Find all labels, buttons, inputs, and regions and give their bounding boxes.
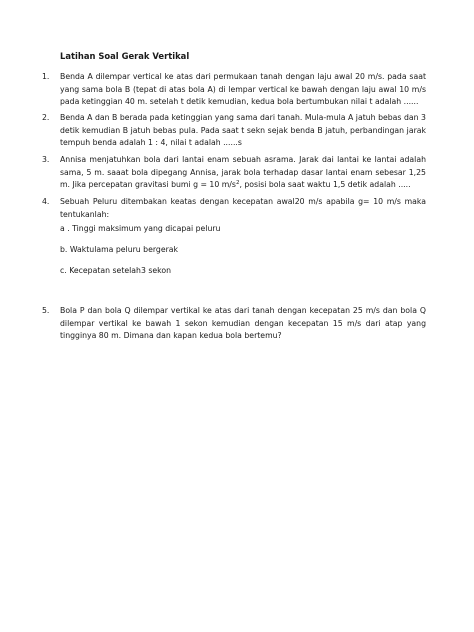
question-text: Benda A dilempar vertical ke atas dari permukaan tanah dengan laju awal 20 m/s. pada saat yang sama bola B (tepat di atas bola A) di lempar vertical ke bawah dengan laju awal 10 m/s pada ketinggian 40 m. setelah t detik kemudian, kedua bola bertumbukan nilai t adalah ...... <box>60 72 426 106</box>
question-5 <box>36 305 426 343</box>
question-text: Bola P dan bola Q dilempar vertikal ke atas dari tanah dengan kecepatan 25 m/s dan bola Q dilempar vertikal ke bawah 1 sekon kemudian dengan kecepatan 15 m/s dari atap yang tingginya 80 m. Dimana dan kapan kedua bola bertemu? <box>60 306 426 340</box>
subitem-b: b. Waktulama peluru bergerak <box>60 245 179 254</box>
question-text: Sebuah Peluru ditembakan keatas dengan kecepatan awal20 m/s apabila g= 10 m/s maka tentukanlah: <box>60 197 426 219</box>
question-text: Benda A dan B berada pada ketinggian yang sama dari tanah. Mula-mula A jatuh bebas dan 3 detik kemudian B jatuh bebas pula. Pada saat t sekn sejak benda B jatuh, perbandingan jarak tempuh benda adalah 1 : 4, nilai t adalah ......s <box>60 113 426 147</box>
question-number: 5. <box>42 306 50 315</box>
question-number: 1. <box>42 72 50 81</box>
question-2 <box>36 112 426 150</box>
question-text <box>60 154 426 192</box>
superscript: 2 <box>235 180 240 186</box>
question-text-part: , posisi bola saat waktu 1,5 detik adalah ..... <box>239 180 411 189</box>
subitem-a: a . Tinggi maksimum yang dicapai peluru <box>60 224 221 233</box>
question-4 <box>36 196 426 221</box>
question-number: 3. <box>42 155 50 164</box>
question-number: 4. <box>42 197 50 206</box>
subitem-c: c. Kecepatan setelah3 sekon <box>60 266 172 275</box>
question-number: 2. <box>42 113 50 122</box>
question-text-part: Annisa menjatuhkan bola dari lantai enam sebuah asrama. Jarak dai lantai ke lantai adalah sama, 5 m. saaat bola dipegang Annisa, jarak bola terhadap dasar lantai enam sebesar 1,25 m. Jika percepatan gravitasi bumi g = 10 m/s <box>60 155 426 189</box>
question-1 <box>36 71 426 109</box>
question-3 <box>36 154 426 192</box>
document-title: Latihan Soal Gerak Vertikal <box>60 51 190 61</box>
